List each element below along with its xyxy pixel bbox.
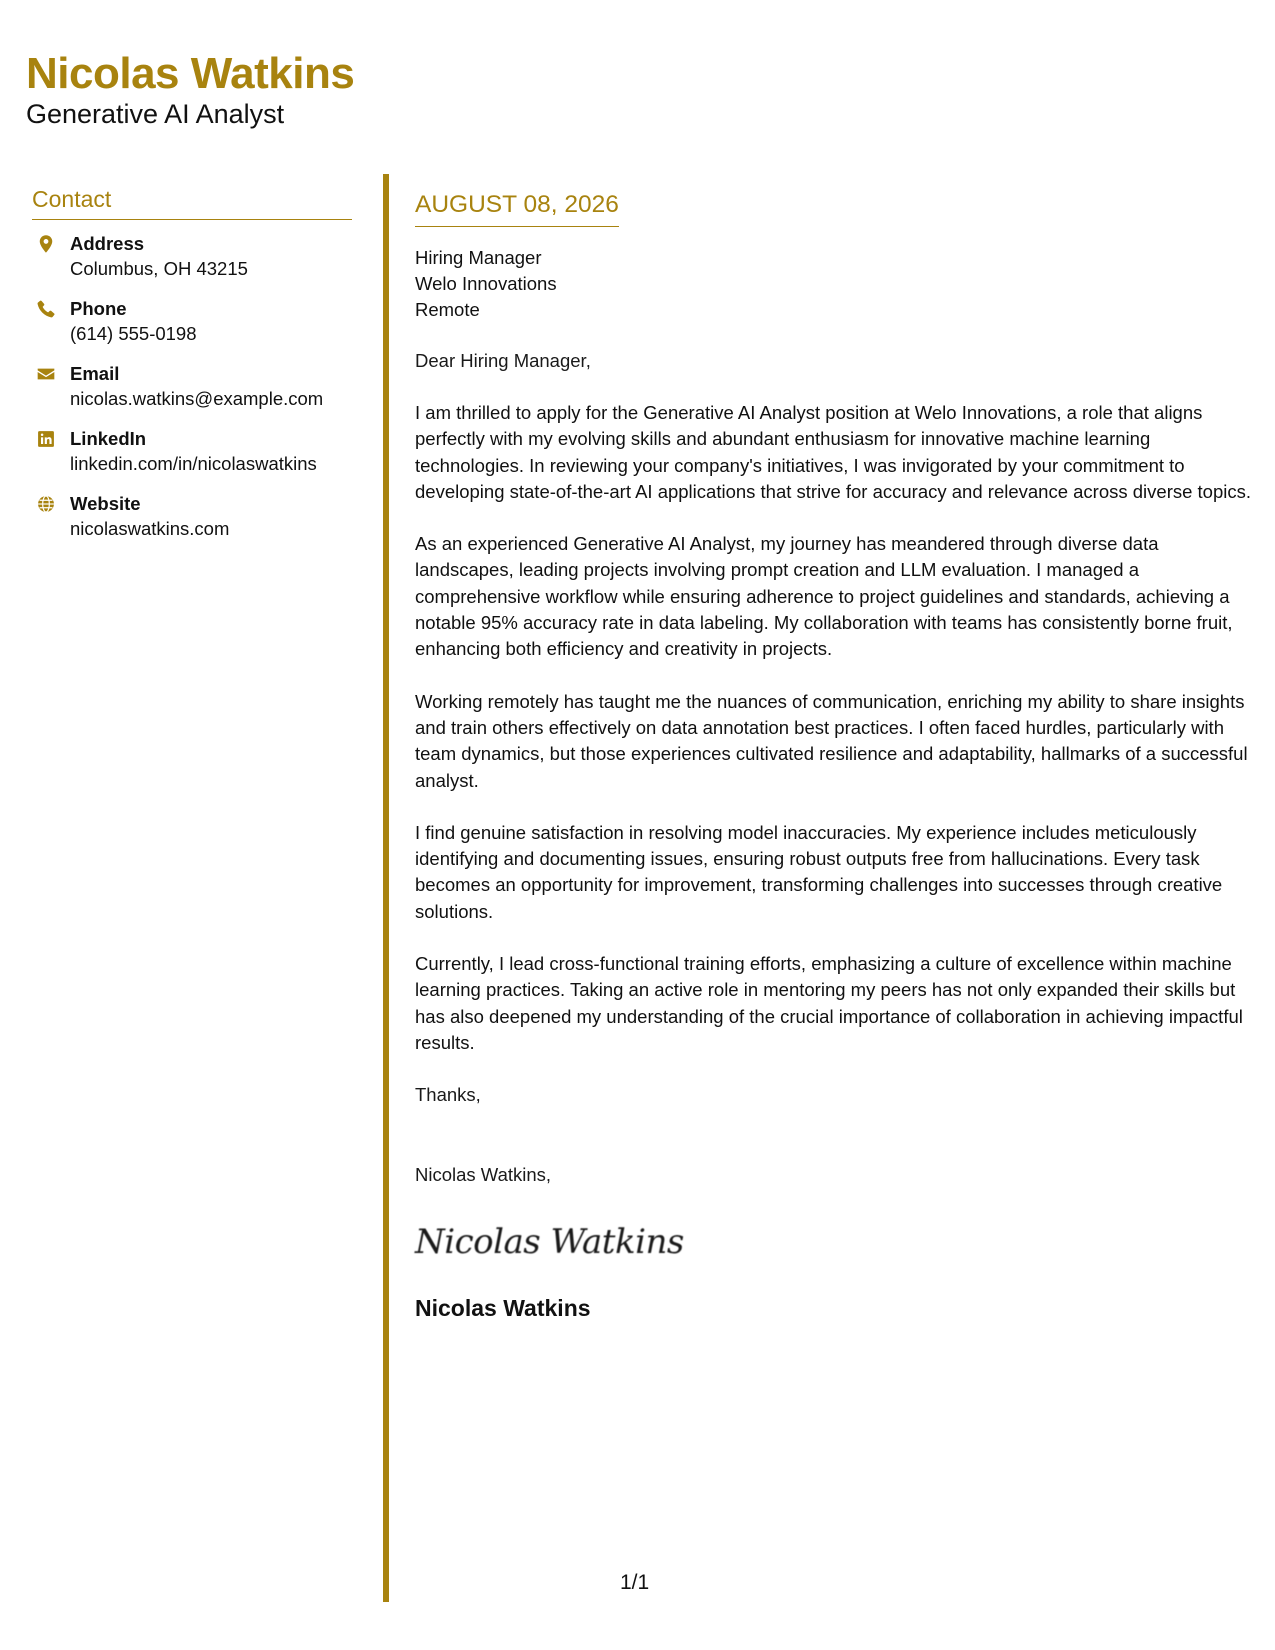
recipient-block xyxy=(415,245,1255,323)
recipient-line: Remote xyxy=(415,299,480,320)
body-paragraph: Currently, I lead cross-functional training efforts, emphasizing a culture of excellence within machine learning practices. Taking an active role in mentoring my peers has not only expanded their skills but has also deepened my understanding of the crucial importance of collaboration in achieving impactful results. xyxy=(415,953,1243,1053)
envelope-icon xyxy=(36,363,56,385)
contact-item-address xyxy=(32,232,352,281)
contact-heading: Contact xyxy=(32,186,352,220)
signer-name: Nicolas Watkins xyxy=(415,1295,591,1322)
phone-value: (614) 555-0198 xyxy=(70,323,197,344)
closing: Thanks, xyxy=(415,1084,481,1106)
body-paragraph: As an experienced Generative AI Analyst, my journey has meandered through diverse data landscapes, leading projects involving prompt creation and LLM evaluation. I managed a comprehensive workflow while ensuring adherence to project guidelines and standards, achieving a notable 95% accuracy rate in data labeling. My collaboration with teams has consistently borne fruit, enhancing both efficiency and creativity in projects. xyxy=(415,533,1233,660)
address-value: Columbus, OH 43215 xyxy=(70,258,248,279)
contact-item-email xyxy=(32,362,352,411)
linkedin-icon xyxy=(36,428,56,450)
contact-label: Phone xyxy=(70,298,127,319)
contact-label: LinkedIn xyxy=(70,428,147,449)
job-title: Generative AI Analyst xyxy=(26,99,285,129)
header xyxy=(26,48,354,130)
letter-body xyxy=(415,190,1255,1322)
recipient-line: Hiring Manager xyxy=(415,247,542,268)
contact-sidebar xyxy=(32,186,352,557)
contact-label: Email xyxy=(70,363,120,384)
website-value[interactable]: nicolaswatkins.com xyxy=(70,518,230,539)
salutation: Dear Hiring Manager, xyxy=(415,350,591,371)
linkedin-value[interactable]: linkedin.com/in/nicolaswatkins xyxy=(70,453,317,474)
handwritten-signature: Nicolas Watkins xyxy=(415,1222,684,1263)
body-paragraph: Working remotely has taught me the nuances of communication, enriching my ability to share insights and train others effectively on data annotation best practices. I often faced hurdles, particularly with team dynamics, but those experiences cultivated resilience and adaptability, hallmarks of a successful analyst. xyxy=(415,690,1248,791)
phone-icon xyxy=(36,298,56,320)
body-paragraph: I find genuine satisfaction in resolving model inaccuracies. My experience includes meticulously identifying and documenting issues, ensuring robust outputs free from hallucinations. Every task becomes an opportunity for improvement, transforming challenges into successes through creative solutions. xyxy=(415,821,1223,922)
contact-item-linkedin xyxy=(32,427,352,476)
contact-item-phone xyxy=(32,297,352,346)
recipient-line: Welo Innovations xyxy=(415,273,557,294)
vertical-divider xyxy=(383,174,389,1602)
page-number: 1/1 xyxy=(620,1571,650,1594)
body-paragraph: I am thrilled to apply for the Generative AI Analyst position at Welo Innovations, a role that aligns perfectly with my evolving skills and abundant enthusiasm for innovative machine learning technologies. In reviewing your company's initiatives, I was invigorated by your commitment to developing state-of-the-art AI applications that strive for accuracy and relevance across diverse topics. xyxy=(415,402,1252,502)
signoff-name: Nicolas Watkins, xyxy=(415,1164,552,1186)
contact-label: Address xyxy=(70,233,145,254)
location-pin-icon xyxy=(36,233,56,255)
contact-item-website xyxy=(32,492,352,541)
applicant-name: Nicolas Watkins xyxy=(26,49,355,98)
email-value[interactable]: nicolas.watkins@example.com xyxy=(70,388,324,409)
contact-label: Website xyxy=(70,493,141,514)
letter-date: AUGUST 08, 2026 xyxy=(415,190,619,227)
globe-icon xyxy=(36,493,56,515)
